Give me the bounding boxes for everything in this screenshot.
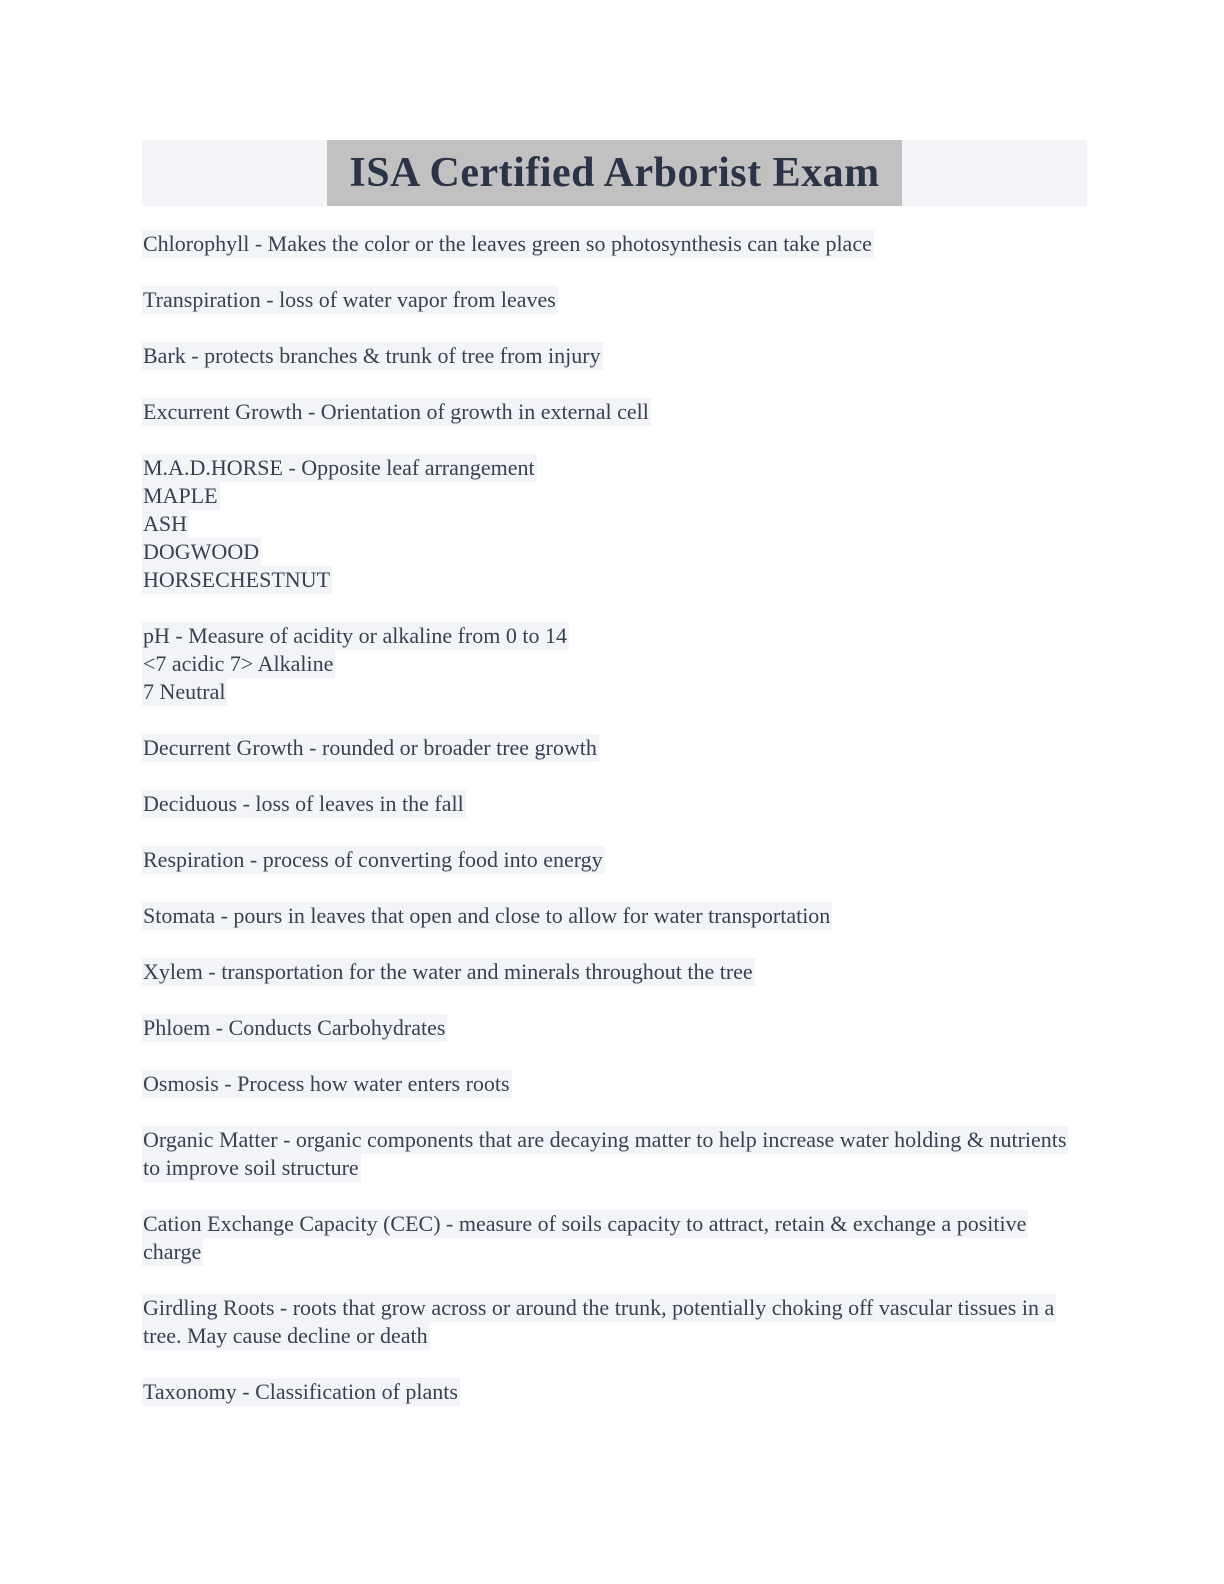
definition-list bbox=[142, 230, 1087, 1406]
document-title-strip bbox=[142, 140, 1087, 206]
definition-entry bbox=[142, 454, 1087, 594]
definition-entry bbox=[142, 846, 1087, 874]
definition-text: Respiration - process of converting food into energy bbox=[143, 847, 603, 872]
definition-text: Xylem - transportation for the water and minerals throughout the tree bbox=[143, 959, 753, 984]
document-title: ISA Certified Arborist Exam bbox=[327, 140, 901, 206]
definition-text: Transpiration - loss of water vapor from leaves bbox=[143, 287, 556, 312]
definition-text: Taxonomy - Classification of plants bbox=[143, 1379, 458, 1404]
definition-text: ASH bbox=[143, 511, 188, 536]
definition-text: Phloem - Conducts Carbohydrates bbox=[143, 1015, 446, 1040]
definition-text: Excurrent Growth - Orientation of growth in external cell bbox=[143, 399, 649, 424]
definition-text: Decurrent Growth - rounded or broader tree growth bbox=[143, 735, 597, 760]
definition-entry bbox=[142, 734, 1087, 762]
definition-entry bbox=[142, 1014, 1087, 1042]
definition-entry bbox=[142, 1294, 1087, 1350]
definition-entry bbox=[142, 398, 1087, 426]
definition-entry bbox=[142, 958, 1087, 986]
definition-entry bbox=[142, 1378, 1087, 1406]
definition-text: Organic Matter - organic components that are decaying matter to help increase water holding & nutrients to improve soil structure bbox=[143, 1127, 1067, 1180]
definition-text: HORSECHESTNUT bbox=[143, 567, 331, 592]
definition-entry bbox=[142, 790, 1087, 818]
definition-text: Bark - protects branches & trunk of tree from injury bbox=[143, 343, 601, 368]
definition-text: 7 Neutral bbox=[143, 679, 226, 704]
definition-text: Osmosis - Process how water enters roots bbox=[143, 1071, 510, 1096]
definition-text: Cation Exchange Capacity (CEC) - measure of soils capacity to attract, retain & exchange a positive charge bbox=[143, 1211, 1027, 1264]
definition-text: M.A.D.HORSE - Opposite leaf arrangement bbox=[143, 455, 535, 480]
definition-entry bbox=[142, 622, 1087, 706]
definition-text: Girdling Roots - roots that grow across or around the trunk, potentially choking off vascular tissues in a tree. May cause decline or death bbox=[143, 1295, 1055, 1348]
definition-text: MAPLE bbox=[143, 483, 218, 508]
definition-entry bbox=[142, 902, 1087, 930]
definition-text: Chlorophyll - Makes the color or the leaves green so photosynthesis can take place bbox=[143, 231, 872, 256]
definition-text: DOGWOOD bbox=[143, 539, 260, 564]
definition-entry bbox=[142, 230, 1087, 258]
definition-entry bbox=[142, 286, 1087, 314]
definition-entry bbox=[142, 342, 1087, 370]
definition-text: <7 acidic 7> Alkaline bbox=[143, 651, 334, 676]
definition-entry bbox=[142, 1210, 1087, 1266]
definition-entry bbox=[142, 1070, 1087, 1098]
definition-text: Deciduous - loss of leaves in the fall bbox=[143, 791, 464, 816]
definition-text: pH - Measure of acidity or alkaline from 0 to 14 bbox=[143, 623, 567, 648]
definition-entry bbox=[142, 1126, 1087, 1182]
definition-text: Stomata - pours in leaves that open and close to allow for water transportation bbox=[143, 903, 831, 928]
